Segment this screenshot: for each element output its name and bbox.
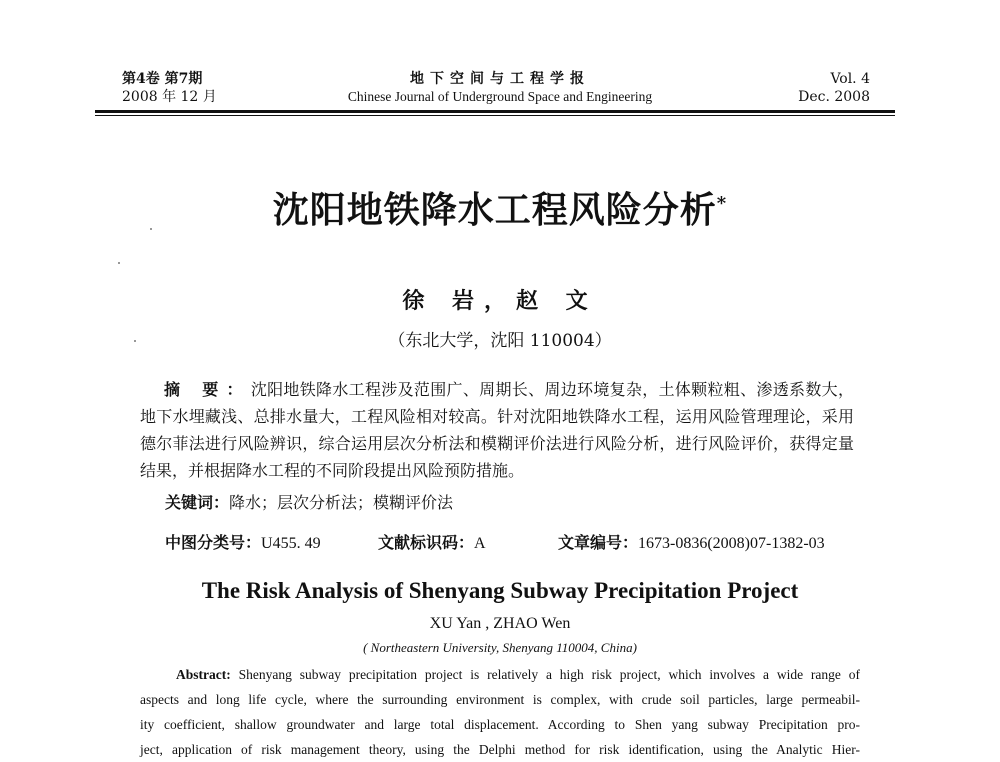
title-footnote-mark: * — [716, 193, 728, 214]
keywords-cn — [165, 490, 453, 513]
journal-volume-info — [798, 70, 870, 106]
volume-issue: 第4卷 第7期 — [122, 71, 203, 87]
authors-cn: 徐 岩，赵 文 — [402, 288, 598, 314]
paper-title-en: The Risk Analysis of Shenyang Subway Precipitation Project — [201, 578, 799, 603]
issue-date: 2008 年 12 月 — [122, 89, 217, 105]
abstract-cn-label: 摘 要： — [164, 380, 251, 399]
scan-speck — [118, 262, 120, 264]
header-rule-thick — [95, 110, 895, 113]
abstract-en — [140, 662, 860, 762]
authors-en: XU Yan , ZHAO Wen — [429, 615, 571, 632]
document-code — [378, 530, 486, 553]
clc-value: U455. 49 — [261, 535, 321, 552]
journal-name-en: Chinese Journal of Underground Space and Engineering — [347, 89, 653, 104]
keywords-cn-label: 关键词： — [165, 493, 230, 512]
article-number — [558, 530, 825, 553]
abstract-en-line: aspects and long life cycle, where the surrounding environment is complex, with crude soil particles, large permeabil- — [140, 692, 860, 707]
volume-en: Vol. 4 — [830, 71, 870, 87]
affiliation-cn: （东北大学，沈阳 110004） — [388, 331, 612, 351]
article-number-label: 文章编号： — [558, 533, 639, 552]
journal-name — [300, 70, 700, 106]
abstract-en-label: Abstract: — [176, 667, 231, 682]
date-en: Dec. 2008 — [798, 89, 870, 105]
abstract-en-line: ject, application of risk management theory, using the Delphi method for risk identification, using the Analytic Hier- — [140, 742, 860, 757]
journal-name-cn: 地下空间与工程学报 — [410, 71, 590, 87]
clc-label: 中图分类号： — [165, 533, 262, 552]
scan-speck — [134, 340, 136, 342]
abstract-en-line1-text: Shenyang subway precipitation project is relatively a high risk project, which involves a wide range of — [238, 667, 861, 682]
journal-issue-info — [122, 70, 217, 106]
abstract-cn-text: 沈阳地铁降水工程涉及范围广、周期长、周边环境复杂，土体颗粒粗、渗透系数大，地下水埋藏浅、总排水量大，工程风险相对较高。针对沈阳地铁降水工程，运用风险管理理论，采用德尔菲法进行风险辨识，综合运用层次分析法和模糊评价法进行风险分析，进行风险评价，获得定量结果，并根据降水工程的不同阶段提出风险预防措施。 — [140, 380, 854, 480]
abstract-en-line — [140, 662, 860, 687]
abstract-en-line: ity coefficient, shallow groundwater and large total displacement. According to Shen yang subway Precipitation pro- — [140, 717, 860, 732]
document-code-label: 文献标识码： — [378, 533, 475, 552]
article-number-value: 1673-0836(2008)07-1382-03 — [638, 535, 825, 552]
affiliation-en: ( Northeastern University, Shenyang 110004, China) — [363, 640, 637, 655]
title-cn-text: 沈阳地铁降水工程风险分析 — [272, 189, 717, 231]
paper-title-cn — [0, 182, 1000, 233]
clc-number — [165, 530, 321, 553]
header-rule-thin — [95, 115, 895, 116]
document-code-value: A — [474, 535, 486, 552]
abstract-cn — [140, 376, 854, 484]
scan-speck — [150, 228, 152, 230]
keywords-cn-text: 降水；层次分析法；模糊评价法 — [229, 493, 454, 512]
